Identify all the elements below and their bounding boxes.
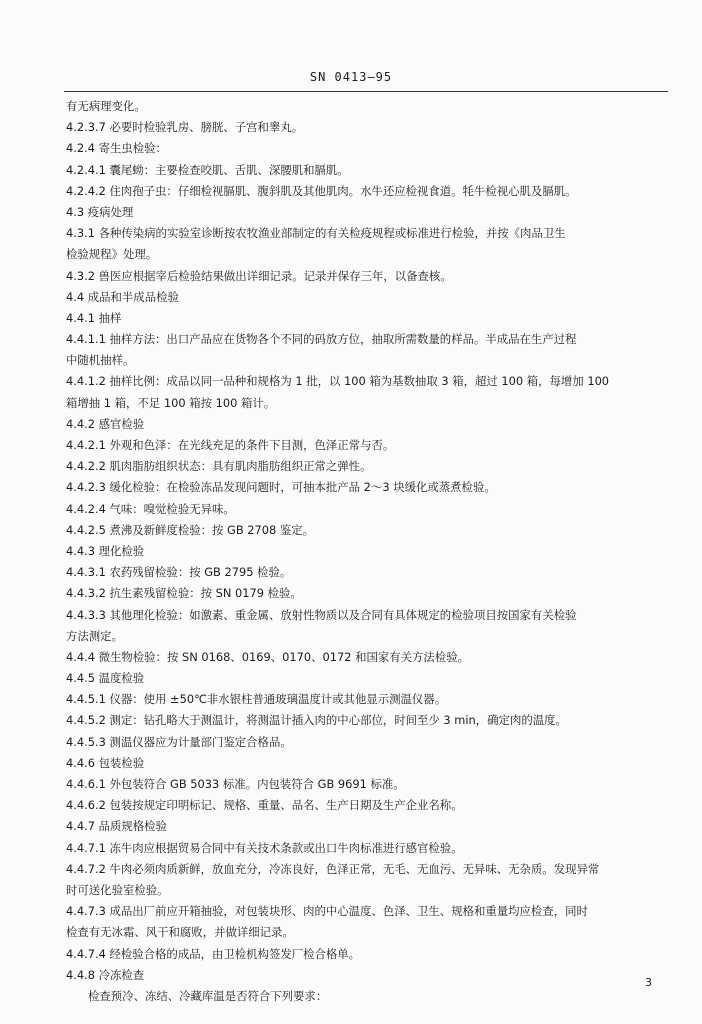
text-line: 4.3.2 兽医应根据宰后检验结果做出详细记录。记录并保存三年，以备查核。 [66, 268, 452, 283]
text-line: 4.4.2 感官检验 [66, 416, 145, 431]
text-line: 4.3.1 各种传染病的实验室诊断按农牧渔业部制定的有关检疫规程或标准进行检验，并按《肉品卫生 [66, 226, 566, 241]
text-line: 箱增抽 1 箱，不足 100 箱按 100 箱计。 [66, 395, 276, 410]
text-line: 时可送化验室检验。 [66, 882, 169, 897]
text-line: 4.4.8 冷冻检查 [66, 967, 145, 982]
text-line: 4.4.3.1 农药残留检验：按 GB 2795 检验。 [66, 565, 292, 580]
document-body [66, 96, 666, 1007]
text-line: 检查预冷、冻结、冷藏库温是否符合下列要求： [88, 988, 328, 1003]
text-line: 4.2.4.1 囊尾蚴：主要检查咬肌、舌肌、深腰肌和膈肌。 [66, 162, 349, 177]
text-line: 中随机抽样。 [66, 353, 135, 368]
text-line: 4.4.4 微生物检验：按 SN 0168、0169、0170、0172 和国家有关方法检验。 [66, 649, 469, 664]
text-line: 4.4.5 温度检验 [66, 671, 145, 686]
text-line: 4.4.7.3 成品出厂前应开箱抽验，对包装块形、肉的中心温度、色泽、卫生、规格和重量均应检查，同时 [66, 904, 588, 919]
text-line: 4.4.6.2 包装按规定印明标记、规格、重量、品名、生产日期及生产企业名称。 [66, 798, 463, 813]
text-line: 4.4.6.1 外包装符合 GB 5033 标准。内包装符合 GB 9691 标准。 [66, 777, 405, 791]
text-line: 4.4.2.4 气味：嗅觉检验无异味。 [66, 501, 235, 516]
text-line: 4.4.7.2 牛肉必须肉质新鲜，放血充分，冷冻良好，色泽正常，无毛、无血污、无异味、无杂质。发现异常 [66, 861, 600, 876]
text-line: 4.4.3.2 抗生素残留检验：按 SN 0179 检验。 [66, 586, 302, 601]
header-rule [64, 91, 668, 92]
text-line: 检验规程》处理。 [66, 247, 158, 262]
text-line: 4.4.6 包装检验 [66, 755, 145, 770]
text-line: 4.4.5.1 仪器：使用 ±50℃非水银柱普通玻璃温度计或其他显示测温仪器。 [66, 692, 447, 707]
text-line: 4.4.5.3 测温仪器应为计量部门鉴定合格品。 [66, 734, 292, 749]
text-line: 4.4.7 品质规格检验 [66, 819, 167, 834]
section-heading: 4.4 成品和半成品检验 [66, 289, 179, 304]
text-line: 检查有无冰霜、风干和腐败，并做详细记录。 [66, 925, 294, 940]
text-line: 4.4.2.5 煮沸及新鲜度检验：按 GB 2708 鉴定。 [66, 522, 315, 537]
text-line: 4.2.4 寄生虫检验： [66, 141, 167, 156]
text-line: 4.4.1.2 抽样比例：成品以同一品种和规格为 1 批，以 100 箱为基数抽取 3 箱，超过 100 箱，每增加 100 [66, 374, 610, 389]
text-line: 4.4.7.1 冻牛肉应根据贸易合同中有关技术条款或出口牛肉标准进行感官检验。 [66, 840, 463, 855]
text-line: 4.4.2.2 肌肉脂肪组织状态：具有肌肉脂肪组织正常之弹性。 [66, 459, 372, 474]
text-line: 4.4.2.3 缓化检验：在检验冻品发现问题时，可抽本批产品 2～3 块缓化或蒸煮检验。 [66, 480, 496, 495]
text-line: 方法测定。 [66, 628, 123, 643]
page-number: 3 [645, 976, 652, 989]
text-line: 4.4.3.3 其他理化检验：如激素、重金属、放射性物质以及合同有具体规定的检验项目按国家有关检验 [66, 607, 577, 622]
section-heading: 4.3 疫病处理 [66, 204, 134, 219]
text-line: 4.2.3.7 必要时检验乳房、膀胱、子宫和睾丸。 [66, 120, 304, 135]
text-line: 有无病理变化。 [66, 99, 146, 113]
document-code-header: SN 0413—95 [309, 70, 393, 84]
text-line: 4.4.3 理化检验 [66, 543, 145, 558]
text-line: 4.4.7.4 经检验合格的成品，由卫检机构签发厂检合格单。 [66, 946, 361, 961]
text-line: 4.4.2.1 外观和色泽：在光线充足的条件下目测，色泽正常与否。 [66, 438, 395, 452]
text-line: 4.4.5.2 测定：钻孔略大于测温计，将测温计插入肉的中心部位，时间至少 3 min，确定肉的温度。 [66, 713, 567, 728]
text-line: 4.4.1.1 抽样方法：出口产品应在货物各个不同的码放方位，抽取所需数量的样品。半成品在生产过程 [66, 332, 577, 347]
text-line: 4.2.4.2 住肉孢子虫：仔细检视膈肌、腹斜肌及其他肌肉。水牛还应检视食道。牦牛检视心肌及膈肌。 [66, 183, 577, 198]
text-line: 4.4.1 抽样 [66, 310, 122, 325]
